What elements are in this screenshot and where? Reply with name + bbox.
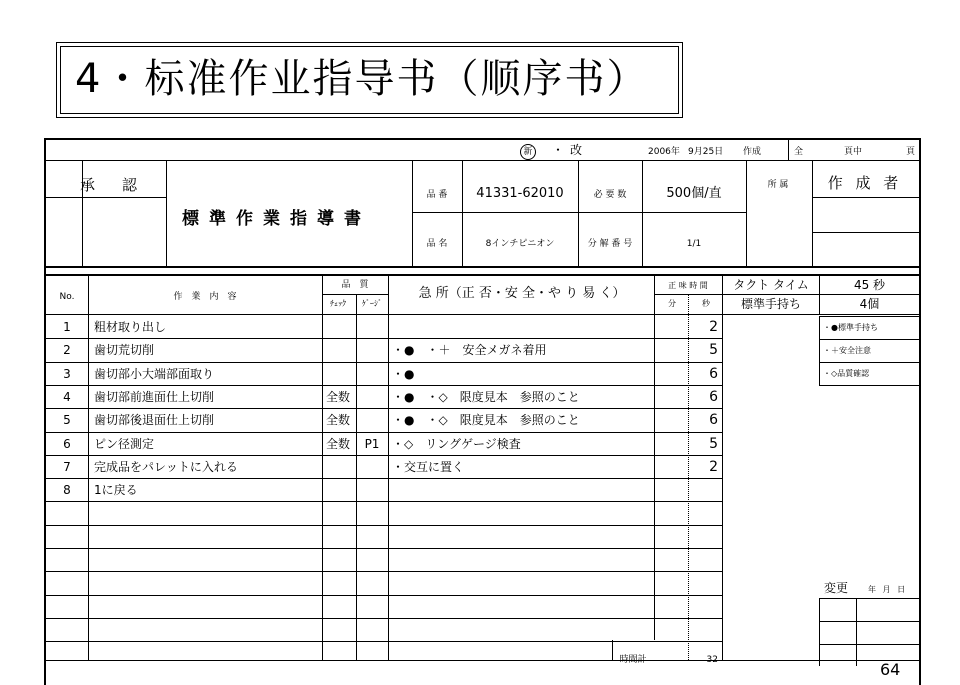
row-no: 4 <box>63 389 71 404</box>
change-date-label: 年 月 日 <box>868 585 908 594</box>
row-key-point: ・● ・＋ 安全メガネ着用 <box>392 343 547 358</box>
disassembly-label: 分 解 番 号 <box>587 239 633 249</box>
standard-hold-value: 4個 <box>859 297 880 311</box>
row-line <box>46 501 722 502</box>
grid-line <box>788 140 789 160</box>
row-no: 8 <box>63 483 71 498</box>
row-work: 歯切部小大端部面取り <box>94 366 215 381</box>
revise-separator: ・ <box>552 143 565 157</box>
grid-line <box>612 640 613 660</box>
legend-line <box>819 316 919 317</box>
standard-hold-label: 標準手持ち <box>740 297 801 311</box>
created-label: 作成 <box>743 147 762 157</box>
header-line <box>46 314 919 315</box>
part-name-label: 品 名 <box>426 239 448 249</box>
header-line <box>812 197 919 198</box>
all-label: 全 <box>794 147 804 157</box>
page-suffix: 頁 <box>906 147 916 157</box>
grid-line <box>412 160 413 266</box>
grid-line <box>856 598 857 666</box>
grid-line <box>356 294 357 660</box>
grid-line <box>388 274 389 660</box>
grid-line <box>88 274 89 660</box>
part-number: 41331-62010 <box>476 186 564 201</box>
row-no: 1 <box>63 320 71 334</box>
work-instruction-sheet <box>44 138 921 685</box>
row-line <box>46 595 722 596</box>
legend-line <box>819 339 919 340</box>
row-key-point: ・● ・◇ 限度見本 参照のこと <box>392 389 580 404</box>
col-net-time: 正 味 時 間 <box>668 281 708 290</box>
page-in-label: 頁中 <box>844 147 863 157</box>
row-seconds: 5 <box>709 342 718 359</box>
row-key-point: ・● ・◇ 限度見本 参照のこと <box>392 413 580 428</box>
approval-label: 承 認 <box>80 176 144 194</box>
row-no: 3 <box>63 366 71 381</box>
row-work: 歯切部前進面仕上切削 <box>94 389 215 404</box>
row-work: ピン径測定 <box>94 436 155 451</box>
row-work: 完成品をパレットに入れる <box>94 459 238 474</box>
row-key-point: ・◇ リングゲージ検査 <box>392 436 521 451</box>
row-line <box>46 338 722 339</box>
row-line <box>46 641 722 642</box>
department-label: 所 属 <box>767 180 789 190</box>
part-name: 8インチピニオン <box>485 239 555 249</box>
row-line <box>46 618 722 619</box>
slide-title-box <box>56 42 683 118</box>
col-no: No. <box>59 292 75 302</box>
legend-safety: ・＋安全注意 <box>823 346 871 355</box>
col-check: ﾁｪｯｸ <box>330 299 346 308</box>
row-check: 全数 <box>325 436 350 451</box>
new-mark: 新 <box>520 143 540 160</box>
grid-line <box>688 294 689 660</box>
takt-label: タクト タイム <box>733 278 809 292</box>
total-time-label: 時間計 <box>619 655 647 665</box>
required-label: 必 要 数 <box>593 190 627 200</box>
legend-line <box>819 385 919 386</box>
col-key-points: 急 所（正 否・安 全・や り 易 く） <box>418 286 626 301</box>
row-seconds: 2 <box>709 319 718 335</box>
col-minutes: 分 <box>668 299 676 308</box>
col-work: 作 業 内 容 <box>173 292 237 302</box>
header-line <box>812 232 919 233</box>
row-check: 全数 <box>325 413 350 428</box>
row-key-point: ・● <box>392 366 415 381</box>
row-no: 5 <box>63 413 71 428</box>
col-gauge: ｹﾞｰｼﾞ <box>362 299 382 308</box>
document-title: 標準作業指導書 <box>182 209 371 229</box>
date: 9月25日 <box>688 147 724 157</box>
grid-line <box>578 160 579 266</box>
revise-label: 改 <box>570 143 583 157</box>
row-seconds: 6 <box>709 388 718 405</box>
row-line <box>46 408 722 409</box>
row-no: 2 <box>63 343 71 358</box>
grid-line <box>819 598 820 666</box>
row-work: 1に戻る <box>94 483 138 498</box>
grid-line <box>322 274 323 660</box>
col-quality: 品 質 <box>341 280 369 290</box>
change-label: 変更 <box>824 581 849 595</box>
row-work: 歯切荒切削 <box>94 343 155 358</box>
grid-line <box>166 160 167 266</box>
row-seconds: 6 <box>709 365 718 382</box>
grid-line <box>722 274 723 660</box>
header-line <box>46 274 919 276</box>
row-line <box>46 571 722 572</box>
grid-line <box>322 294 388 295</box>
grid-line <box>919 316 920 385</box>
row-work: 粗材取り出し <box>94 320 167 334</box>
page-number: 64 <box>880 660 901 679</box>
header-line <box>46 266 919 268</box>
grid-line <box>82 160 83 266</box>
author-label: 作 成 者 <box>827 174 903 192</box>
row-gauge: P1 <box>364 436 380 451</box>
row-seconds: 5 <box>709 435 718 452</box>
row-key-point: ・交互に置く <box>392 459 465 474</box>
grid-line <box>654 294 919 295</box>
header-line <box>46 197 166 198</box>
legend-quality: ・◇品質確認 <box>823 369 870 378</box>
legend-standard-hold: ・●標準手持ち <box>823 323 878 332</box>
grid-line <box>642 160 643 266</box>
slide-title: 4・标准作业指导书（顺序书） <box>60 46 679 114</box>
row-line <box>46 525 722 526</box>
grid-line <box>819 598 919 599</box>
grid-line <box>746 160 747 266</box>
total-time-value: 32 <box>706 655 718 665</box>
grid-line <box>819 316 820 385</box>
grid-line <box>462 160 463 266</box>
row-seconds: 2 <box>709 458 718 475</box>
row-no: 7 <box>63 459 71 474</box>
row-line <box>46 478 722 479</box>
year: 2006年 <box>648 147 680 157</box>
header-line <box>46 660 919 661</box>
row-line <box>46 548 722 549</box>
row-line <box>46 362 722 363</box>
grid-line <box>819 621 919 622</box>
grid-line <box>819 274 820 314</box>
required-value: 500個/直 <box>666 186 722 201</box>
row-work: 歯切部後退面仕上切削 <box>94 413 215 428</box>
legend-line <box>819 362 919 363</box>
disassembly-value: 1/1 <box>686 239 702 249</box>
grid-line <box>654 274 655 640</box>
part-number-label: 品 番 <box>426 190 448 200</box>
takt-value: 45 秒 <box>853 278 886 292</box>
row-no: 6 <box>63 436 71 451</box>
grid-line <box>819 644 919 645</box>
row-line <box>46 455 722 456</box>
row-check: 全数 <box>325 389 350 404</box>
col-seconds: 秒 <box>702 299 710 308</box>
header-line <box>46 160 919 161</box>
row-seconds: 6 <box>709 412 718 429</box>
grid-line <box>812 160 813 266</box>
row-line <box>46 385 722 386</box>
row-line <box>46 432 722 433</box>
